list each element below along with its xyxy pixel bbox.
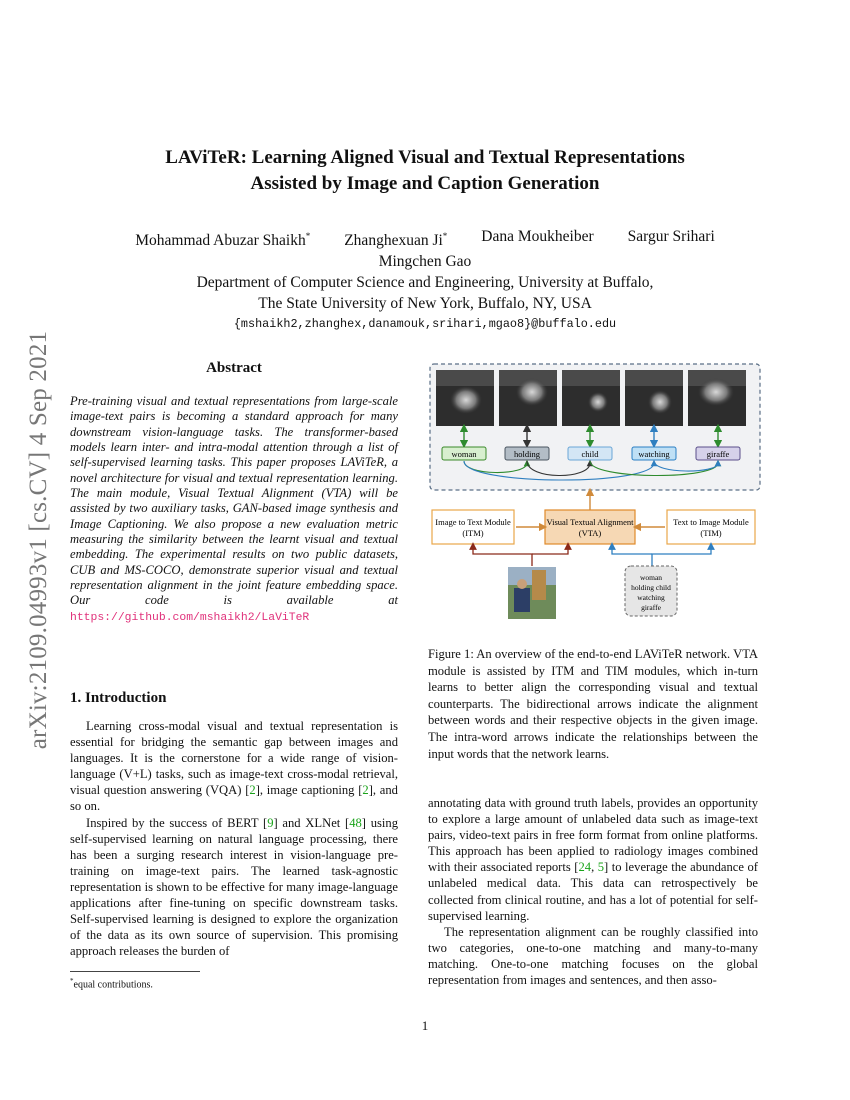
right-column-body: [428, 795, 758, 988]
svg-text:Image to Text Module: Image to Text Module: [435, 517, 511, 527]
author-names: [60, 226, 790, 251]
citation[interactable]: 2: [362, 783, 369, 798]
author-emails: {mshaikh2,zhanghex,danamouk,srihari,mgao8}@buffalo.edu: [233, 317, 617, 332]
affiliation-line-2: The State University of New York, Buffalo, NY, USA: [258, 295, 592, 313]
abstract-heading: Abstract: [206, 360, 262, 376]
abstract-body: Pre-training visual and textual representations from large-scale image-text pairs is becoming a standard approach for many downstream vision-language tasks. The transformer-based models learn inter- and intra-modal attention through a list of self-supervised learning tasks. This paper proposes LAViTeR, a novel architecture for visual and textual representation learning. The main module, Visual Textual Alignment (VTA) will be assisted by two auxiliary tasks, GAN-based image synthesis and Image Captioning. We also propose a new evaluation metric measuring the similarity between the learnt visual and textual embedding. The experimental results on two public datasets, CUB and MS-COCO, demonstrate superior visual and textual representation alignment in the joint feature embedding space. Our code is available at https://github.com/mshaikh2/LaViTeR: [70, 394, 398, 624]
svg-text:holding: holding: [514, 449, 540, 459]
citation[interactable]: 5: [597, 860, 605, 875]
title-line-1: LAViTeR: Learning Aligned Visual and Textual Representations: [165, 147, 685, 168]
figure-1-diagram: [428, 362, 762, 626]
itm-module: [432, 510, 514, 544]
citation[interactable]: 24: [578, 860, 592, 875]
word-box-giraffe: [696, 447, 740, 460]
word-box-child: [568, 447, 612, 460]
svg-text:giraffe: giraffe: [641, 603, 661, 612]
attention-map-1: [436, 370, 494, 426]
citation[interactable]: 2: [249, 783, 256, 798]
attention-map-2: [499, 370, 557, 426]
attention-map-3: [562, 370, 620, 426]
input-image: [508, 567, 556, 619]
author-1: Mohammad Abuzar Shaikh*: [135, 231, 311, 250]
arxiv-stamp: arXiv:2109.04993v1 [cs.CV] 4 Sep 2021: [25, 330, 52, 750]
page-number: 1: [421, 1018, 429, 1033]
author-4: Sargur Srihari: [627, 228, 715, 245]
input-caption-box: [625, 566, 677, 616]
svg-text:giraffe: giraffe: [706, 449, 730, 459]
attention-map-4: [625, 370, 683, 426]
attention-map-5: [688, 370, 746, 426]
svg-text:(ITM): (ITM): [462, 528, 484, 538]
footnote-rule: [70, 971, 200, 972]
citation[interactable]: 9: [267, 815, 274, 830]
right-paragraph-2: The representation alignment can be roughly classified into two categories, one-to-one matching and many-to-many matching. One-to-one matching focuses on the global representation from images and sentences, and then asso-: [428, 924, 758, 988]
svg-text:child: child: [581, 449, 599, 459]
title-line-2: Assisted by Image and Caption Generation: [250, 173, 600, 194]
svg-text:holding child: holding child: [631, 583, 671, 592]
paper-title: [80, 145, 770, 197]
figure-1-caption: Figure 1: An overview of the end-to-end LAViTeR network. VTA module is assisted by ITM and TIM modules, which in-turn learns to better align the corresponding visual and textual counterparts. The bidirectional arrows indicate the alignment between words and their respective objects in the given image. The intra-word arrows indicate the relationships between the input words that the network learns.: [428, 647, 758, 761]
intro-paragraph-2: Inspired by the success of BERT [9] and XLNet [48] using self-supervised learning on natural language processing, there has been a surging research interest in vision-language pre-training on image-text pairs. The learned task-agnostic representation is shown to be effective for many image-language applications after fine-tuning on specific downstream tasks. Self-supervised learning is designed to explore the organization of the data as its own source of supervision. This promising approach releases the burden of: [70, 815, 398, 959]
svg-text:watching: watching: [637, 593, 665, 602]
intro-body: [70, 718, 398, 959]
svg-text:(TIM): (TIM): [700, 528, 722, 538]
affiliation-line-1: Department of Computer Science and Engineering, University at Buffalo,: [196, 274, 654, 292]
svg-text:woman: woman: [451, 449, 477, 459]
author-block: [60, 226, 790, 335]
svg-text:woman: woman: [639, 573, 663, 582]
right-paragraph-1: annotating data with ground truth labels, provides an opportunity to explore a large amount of unlabeled data such as image-text pairs, video-text pairs in free form format from online platforms. This approach has been applied to radiology images combined with their associated reports [24, 5] to leverage the abundance of unlabeled medical data. This data can retrospectively be collected from clinical routine, and has a lot of potential for self-supervised learning.: [428, 796, 758, 923]
code-link[interactable]: https://github.com/mshaikh2/LaViTeR: [70, 611, 310, 624]
word-box-woman: [442, 447, 486, 460]
word-box-watching: [632, 447, 676, 460]
author-2: Zhanghexuan Ji*: [344, 231, 448, 250]
citation[interactable]: 48: [349, 815, 362, 830]
footnote: *equal contributions.: [70, 977, 153, 991]
tim-module: [667, 510, 755, 544]
word-box-holding: [505, 447, 549, 460]
author-3: Dana Moukheiber: [481, 228, 594, 245]
intro-heading: 1. Introduction: [70, 690, 167, 706]
svg-text:Text to Image Module: Text to Image Module: [673, 517, 749, 527]
svg-text:watching: watching: [638, 449, 670, 459]
vta-module: [545, 510, 635, 544]
svg-text:Visual Textual Alignment: Visual Textual Alignment: [546, 517, 634, 527]
author-5: Mingchen Gao: [378, 253, 472, 271]
intro-paragraph-1: Learning cross-modal visual and textual representation is essential for bridging the semantic gap between images and languages. It is the cornerstone for a wide range of vision-language (V+L) tasks, such as image-text cross-modal retrieval, visual question answering (VQA) [2], image captioning [2], and so on.: [70, 719, 398, 814]
svg-text:(VTA): (VTA): [578, 528, 602, 538]
